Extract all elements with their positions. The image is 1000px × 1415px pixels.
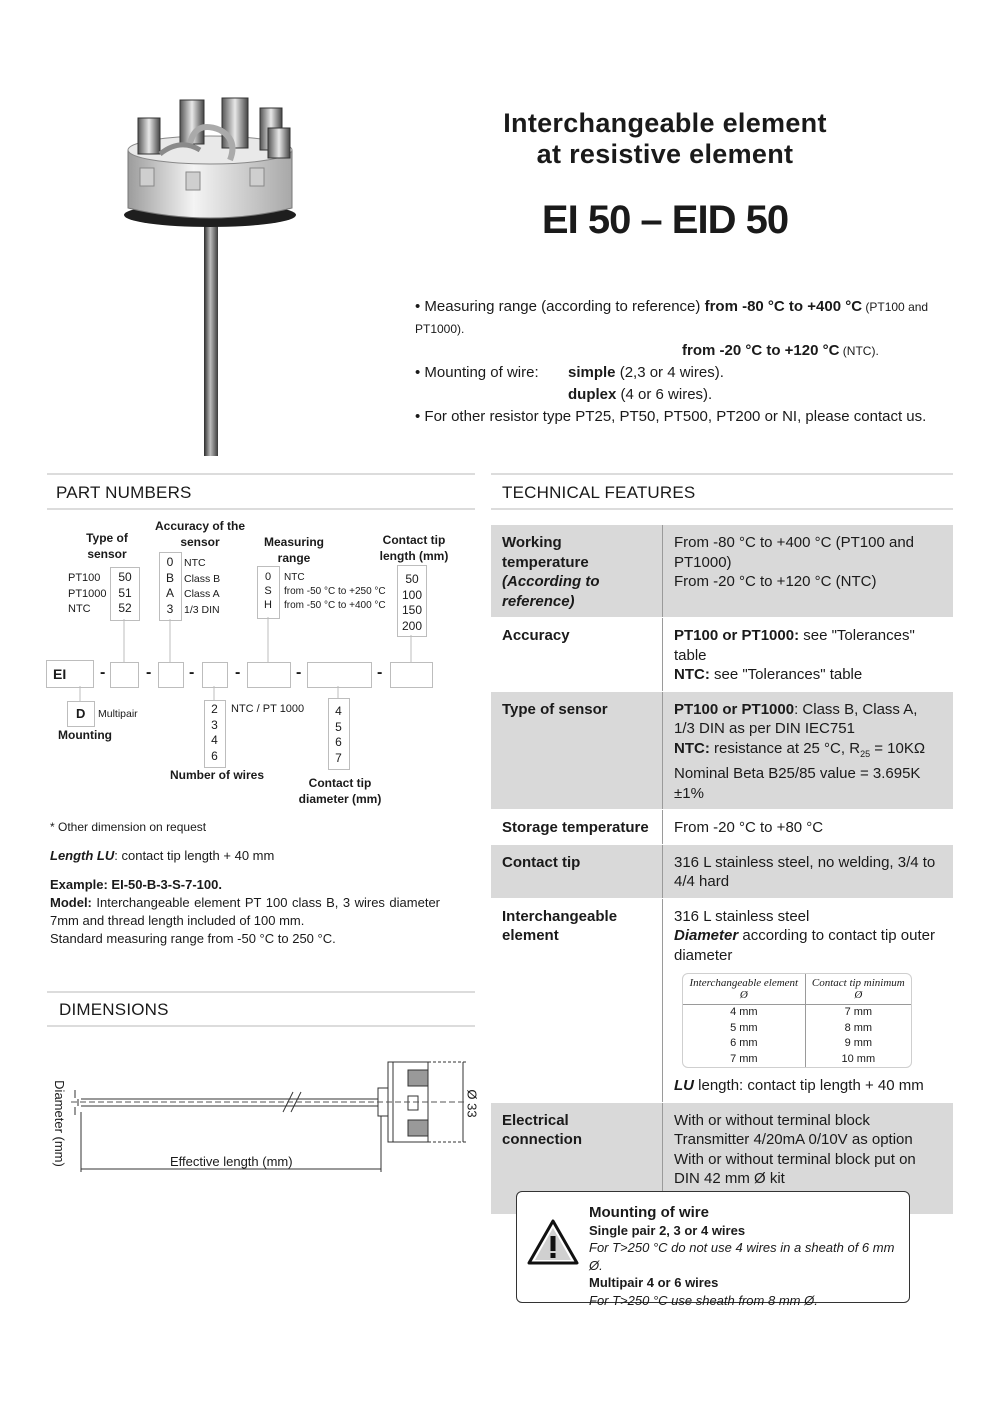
effective-length-label: Effective length (mm) — [170, 1154, 293, 1169]
dash: - — [235, 664, 241, 681]
mount-label: Mounting — [58, 728, 112, 742]
dash: - — [100, 664, 106, 681]
type-names: PT100 PT1000 NTC — [68, 572, 107, 615]
prefix-code-text: EI — [53, 666, 67, 682]
accuracy-names: NTC Class B Class A 1/3 DIN — [184, 557, 221, 616]
model-title: EI 50 – EID 50 — [541, 198, 789, 242]
dash: - — [146, 664, 152, 681]
accuracy-code-list: 0 B A 3 — [165, 555, 174, 616]
example-block: Example: EI-50-B-3-S-7-100. Model: Interchangeable element PT 100 class B, 3 wires diameter 7mm and thread length included of 100 mm. Standard measuring range from -50 °C to 250 °C. — [50, 877, 440, 946]
bullet-mounting: • Mounting of wire: simple (2,3 or 4 wires). — [415, 364, 724, 381]
diameter-code-list: 4 5 6 7 — [335, 704, 342, 765]
row-contact-tip: Contact tip 316 L stainless steel, no welding, 3/4 to 4/4 hard — [491, 844, 953, 898]
dash: - — [377, 664, 383, 681]
warning-box — [516, 1191, 910, 1308]
divider — [47, 1025, 475, 1027]
range-code-list: 0 S H — [264, 571, 272, 611]
wires-code-list: 2 3 4 6 — [211, 702, 218, 763]
part-numbers-heading: PART NUMBERS — [56, 483, 192, 502]
title-line-2: at resistive element — [536, 139, 794, 169]
type-label: Type of sensor — [86, 531, 128, 561]
other-dimension-note: * Other dimension on request — [50, 820, 207, 834]
range-names: NTC from -50 °C to +250 °C from -50 °C to +400 °C — [284, 572, 386, 611]
row-accuracy: Accuracy PT100 or PT1000: see "Tolerances" table NTC: see "Tolerances" table — [491, 618, 953, 692]
title-line-1: Interchangeable element — [503, 108, 827, 138]
accuracy-label: Accuracy of the sensor — [154, 519, 246, 549]
title-block — [470, 108, 860, 170]
tech-table — [491, 525, 953, 1215]
row-working-temperature: Working temperature (According to reference) From -80 °C to +400 °C (PT100 and PT1000) From -20 °C to +120 °C (NTC) — [491, 525, 953, 618]
bullet-range: • Measuring range (according to reference) from -80 °C to +400 °C (PT100 and PT1000). — [415, 298, 929, 336]
diameter-label-vertical: Diameter (mm) — [51, 1080, 67, 1167]
row-storage-temperature: Storage temperature From -20 °C to +80 °C — [491, 810, 953, 845]
dash: - — [189, 664, 195, 681]
type-code-list: 50 51 52 — [118, 570, 132, 615]
divider — [47, 991, 475, 993]
tip-length-code-list: 50 100 150 200 — [401, 572, 423, 633]
row-interchangeable-element: Interchangeable element 316 L stainless steel Diameter according to contact tip outer diameter Interchangeable element Ø Contact tip minimum Ø 4 mm 5 mm 6 mm 7 mm 7 mm 8 mm 9 mm 10 mm LU length: contact tip length + 40 mm — [491, 898, 953, 1102]
length-lu: Length LU: contact tip length + 40 mm — [50, 848, 275, 863]
warning-icon — [527, 1218, 579, 1266]
bullet-other: • For other resistor type PT25, PT50, PT500, PT200 or NI, please contact us. — [415, 408, 927, 425]
bullet-range-ntc: from -20 °C to +120 °C (NTC). — [682, 342, 879, 359]
tip-length-label: Contact tip length (mm) — [379, 533, 449, 563]
wires-label: Number of wires — [170, 768, 265, 782]
row-electrical-connection: Electrical connection With or without terminal block Transmitter 4/20mA 0/10V as option With or without terminal block put on DIN 42 mm Ø kit — [491, 1102, 953, 1215]
wires-note: NTC / PT 1000 — [231, 703, 305, 715]
range-label: Measuring range — [263, 535, 324, 565]
row-type-of-sensor: Type of sensor PT100 or PT1000: Class B, Class A, 1/3 DIN as per DIN IEC751 NTC: resistance at 25 °C, $R_{25} = 10K\Omega$ Nominal Beta B25/85 value = 3.695K ±1% — [491, 691, 953, 810]
warning-text: Mounting of wire Single pair 2, 3 or 4 wires For T>250 °C do not use 4 wires in a sheath of 6 mm Ø. Multipair 4 or 6 wires For T>250 °C use sheath from 8 mm Ø. — [589, 1204, 895, 1308]
mount-name: Multipair — [98, 708, 138, 720]
dash: - — [296, 664, 302, 681]
tech-heading: TECHNICAL FEATURES — [502, 483, 696, 502]
mount-code-text: D — [76, 706, 86, 721]
head-dimension-label: Ø 33 — [464, 1089, 480, 1118]
dimensions-heading: DIMENSIONS — [59, 1000, 169, 1019]
feature-bullets — [415, 296, 975, 428]
divider — [491, 508, 953, 510]
divider — [491, 473, 953, 475]
bullet-mounting-duplex: duplex (4 or 6 wires). — [568, 386, 713, 403]
diameter-table: Interchangeable element Ø Contact tip minimum Ø 4 mm 5 mm 6 mm 7 mm 7 mm 8 mm 9 mm 10 mm — [682, 973, 912, 1068]
diameter-label: Contact tip diameter (mm) — [298, 776, 382, 806]
code-connectors — [0, 0, 480, 720]
